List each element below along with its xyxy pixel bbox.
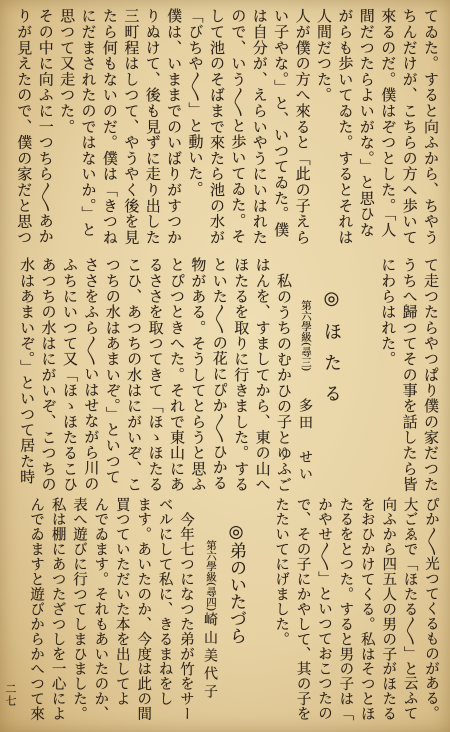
text-column: にだまされたのではないか。」と [79, 8, 98, 238]
text-column: をおひかけてくる。私はそつとほ [358, 497, 375, 722]
page-number: 二七 [4, 683, 17, 707]
text-column: 間だつたらよいがな。」と思ひな [357, 8, 376, 238]
text-column: んでゐます。それもあいたのか、 [92, 497, 109, 722]
text-column: たたいてにげました。 [273, 497, 290, 647]
text-column: りぬけて、後も見ずに走り出した [143, 8, 162, 245]
text-column: 私のうちのむかひの子とゆふご [275, 272, 293, 493]
text-column: がらも歩いてゐた。するとそれは [336, 8, 355, 245]
story-continuation-top [13, 8, 441, 246]
text-column: つちの水はあまいぞ。」といつて [103, 257, 122, 485]
article-body-otouto [25, 497, 196, 723]
text-column: い子やな。」と、いつてゐた。僕 [272, 8, 291, 238]
text-column: 物がある。そうしてとらうと思ふ [189, 257, 208, 493]
text-column: ちんだけが、こちらの方へ歩いて [400, 8, 419, 245]
text-column: ささをふら〱いはせながら川の [82, 257, 101, 492]
text-column: で、その子にかやして、其の子を [294, 497, 311, 722]
text-column: ベルにして私に、きるまねをし [156, 497, 173, 707]
text-column: ので、いう〱と歩いてゐた。そ [229, 8, 248, 245]
author-name: 多田 せい [297, 398, 313, 484]
text-column: にわらはれた。 [379, 257, 398, 367]
text-column: 思つて又走つた。 [58, 8, 77, 135]
text-column: 大ごゑで「ほたる〱」と云ふて [401, 497, 418, 721]
text-column: はんを、すましてから、東の山へ [253, 257, 272, 493]
author-name: 崎山美代子 [202, 612, 218, 702]
text-column: とぴつときへた。それで東山にあ [167, 257, 186, 493]
text-column: 來るのだ。僕はぞつとした。「人 [379, 8, 398, 238]
text-column: 私は棚にあつたざつしを一心によ [49, 497, 66, 722]
article-body-hotaru [16, 257, 294, 493]
text-column: 水はあまいぞ。」といつて居た時 [18, 257, 37, 485]
article-body-hotaru-continued [270, 497, 441, 723]
text-column: ます。あいたのか、今度は此の間 [135, 497, 152, 722]
text-column: 人間だつた。 [314, 8, 333, 103]
text-column: りが見えたので、僕の家だと思つ [15, 8, 34, 245]
text-column: あつちの水はにがいぞ、こつちの [39, 257, 58, 493]
text-column: 三町程はしつて、やうやく後を見 [122, 8, 141, 245]
text-column: 「びちや〱」と動いた。 [186, 8, 205, 197]
article-title-hotaru: ◎ほたる [321, 288, 342, 415]
text-column: 向ふから四五人の男の子がほたる [380, 497, 397, 722]
text-column: たら何もないのだ。僕は「きつね [100, 8, 119, 245]
text-column: 人が僕の方へ來ると「此の子えら [293, 8, 312, 245]
text-column: 僕は、いままでのいばりがすつか [165, 8, 184, 245]
text-column: こひ、あつちの水はにがいぞ、こ [125, 257, 144, 493]
text-column: て走つたらやつぱり僕の家だつた [422, 257, 440, 493]
text-column: ほたるを取りに行きました。する [232, 257, 251, 493]
text-column: は自分が、えらいやうにいはれた [250, 8, 269, 245]
text-column: その中に向ふに一つちら〱あか [36, 8, 55, 245]
text-column: といた〱の花にぴか〱ひかる [210, 257, 229, 491]
text-column: かやせ〱」といつておこつたの [315, 497, 332, 721]
text-column: んでゐますと遊びからかへつて來 [28, 497, 45, 722]
text-column: うちへ歸つてその事を話したら皆 [400, 257, 419, 493]
author-grade: 第六學級(尋四) [205, 540, 217, 612]
text-column: ぴか〱光つてくるものがある。 [423, 497, 439, 721]
story-continuation-end [377, 257, 441, 493]
text-column: 表へ遊びに行つてしまひました。 [70, 497, 87, 722]
article-title-otouto: ◎弟のいたづら [226, 522, 246, 644]
author-grade: 第六學級(尋三) [300, 300, 312, 372]
text-column: るささを取つてきて「ほゝほたる [146, 257, 165, 493]
text-column: たるをとつた。すると男の子は「 [337, 497, 354, 722]
text-column: てゐた。すると向ふから、ちやう [422, 8, 440, 245]
text-column: 買つていただいた本を出してよ [113, 497, 130, 707]
text-column: ふちにいつて又「ほゝほたるこひ [60, 257, 79, 493]
text-column: して池のそばまで來たら池の水が [207, 8, 226, 245]
text-column: 今年七つになつた弟が竹をサー [178, 512, 194, 722]
